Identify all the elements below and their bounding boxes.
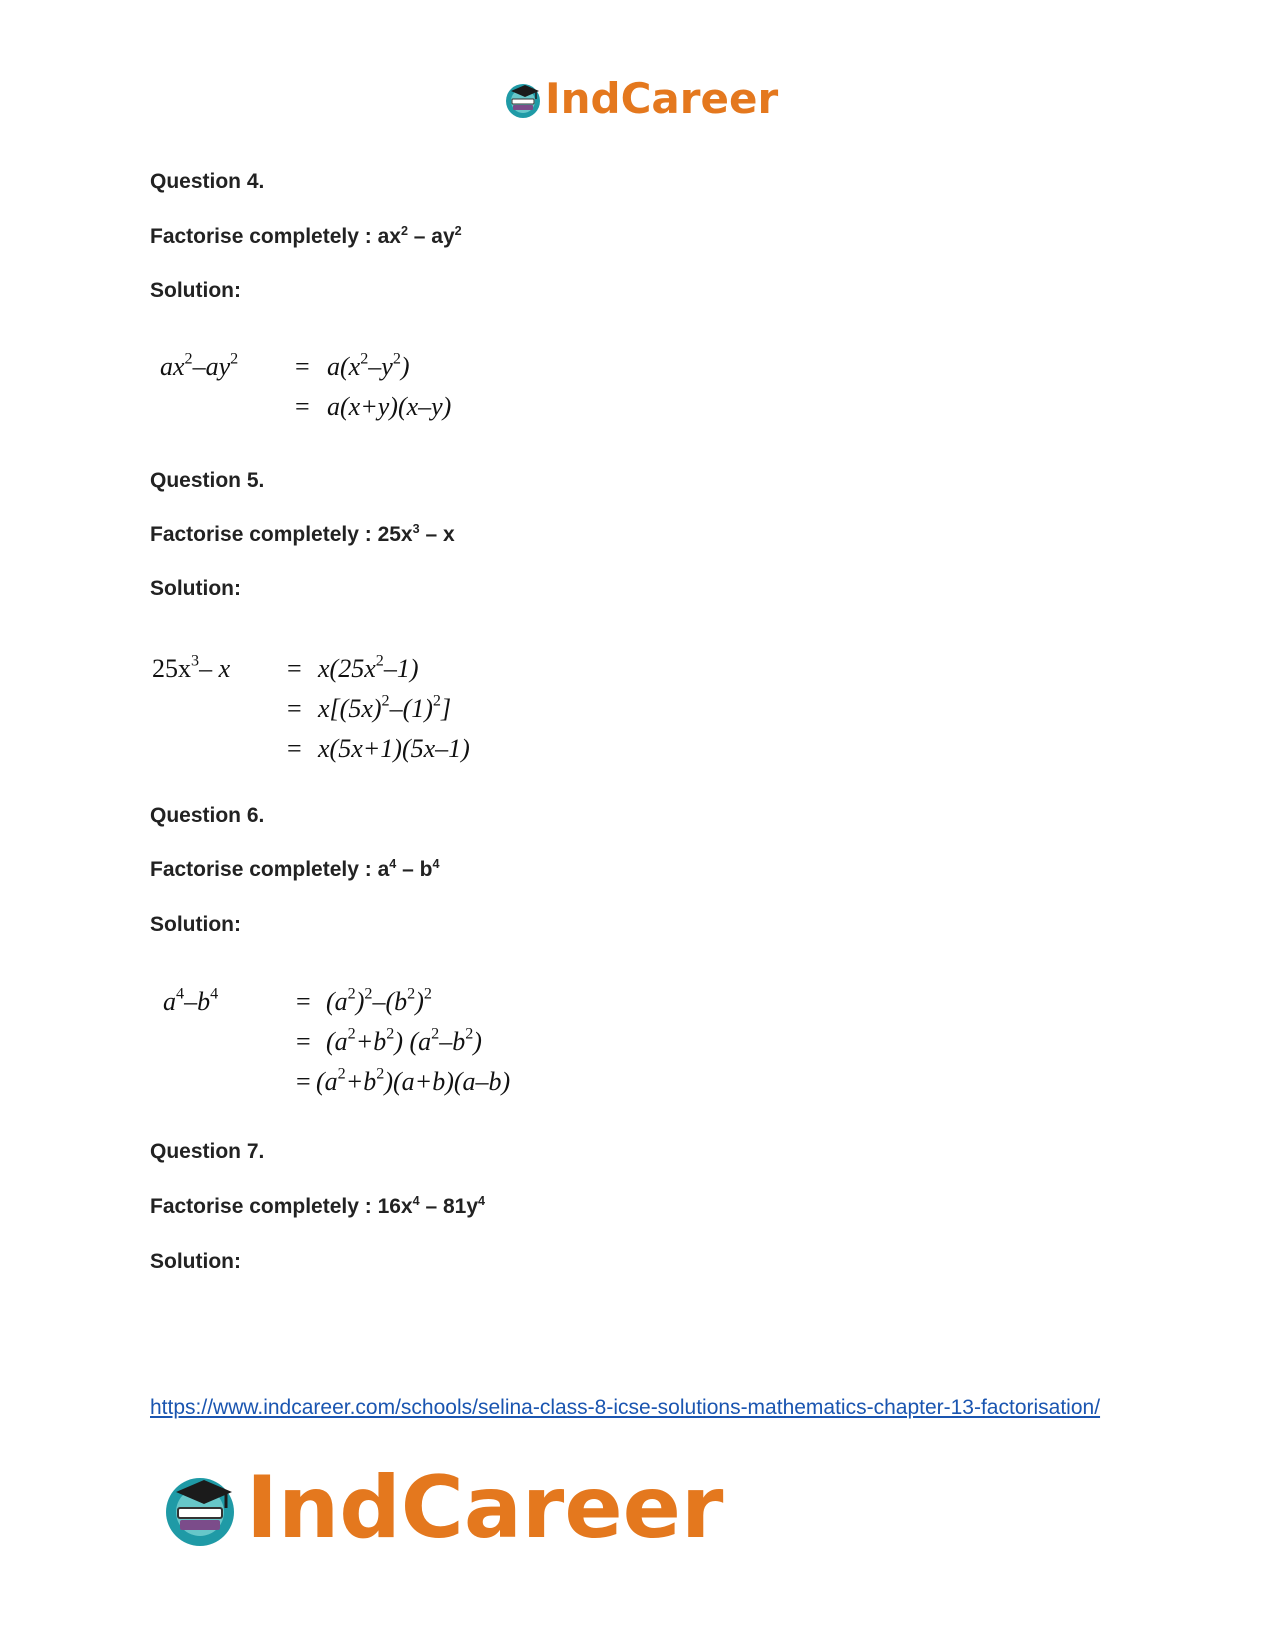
equals-sign: = [287,654,302,683]
derivation-step: $(a^2)^2-(b^2)^2$ [326,985,432,1016]
derivation-step: $a(x^2-y^2)$ [327,350,410,381]
source-link[interactable]: https://www.indcareer.com/schools/selina-class-8-icse-solutions-mathematics-chapter-13-factorisation/ [150,1396,1101,1419]
question-4-solution-label: Solution: [150,279,241,302]
question-6-label: Question 6. [150,804,265,827]
derivation-lhs: $25x^3-$ x [152,652,231,683]
graduation-cap-book-icon [503,79,543,119]
question-7-solution-label: Solution: [150,1250,241,1273]
equals-sign: = [295,352,310,381]
brand-name: IndCareer [545,74,779,123]
footer-logo [160,1458,724,1558]
equals-sign: = [287,734,302,763]
graduation-cap-book-icon [160,1468,240,1548]
question-5-label: Question 5. [150,469,265,492]
derivation-step: $(a^2+b^2)$ $(a^2-b^2)$ [326,1025,482,1056]
question-5-prompt: Factorise completely : $25x^3$ – x [150,521,455,546]
equals-sign: = [287,694,302,723]
derivation-step: $(a^2+b^2)(a+b)(a-b)$ [316,1065,511,1096]
header-logo [503,74,779,123]
question-4-prompt: Factorise completely : $ax^2 - ay^2$ [150,223,462,248]
question-6-prompt: Factorise completely : $a^4 - b^4$ [150,856,440,881]
question-5-solution-label: Solution: [150,577,241,600]
derivation-step: $x(25x^2-1)$ [318,652,419,683]
question-7-prompt: Factorise completely : $16x^4 - 81y^4$ [150,1193,486,1218]
derivation-lhs: $ax^2-ay^2$ [160,350,239,381]
derivation-step: $x[(5x)^2-(1)^2]$ [318,692,452,723]
equals-sign: = [296,1027,311,1056]
equals-sign: = [296,987,311,1016]
derivation-step: a(x+y)(x–y) [327,392,452,421]
derivation-lhs: $a^4-b^4$ [163,985,219,1016]
question-7-label: Question 7. [150,1140,265,1163]
question-6-solution-label: Solution: [150,913,241,936]
equals-sign: = [296,1067,311,1096]
equals-sign: = [295,392,310,421]
question-4-label: Question 4. [150,170,265,193]
derivation-step: x(5x+1)(5x–1) [318,734,470,763]
brand-name: IndCareer [246,1458,724,1558]
